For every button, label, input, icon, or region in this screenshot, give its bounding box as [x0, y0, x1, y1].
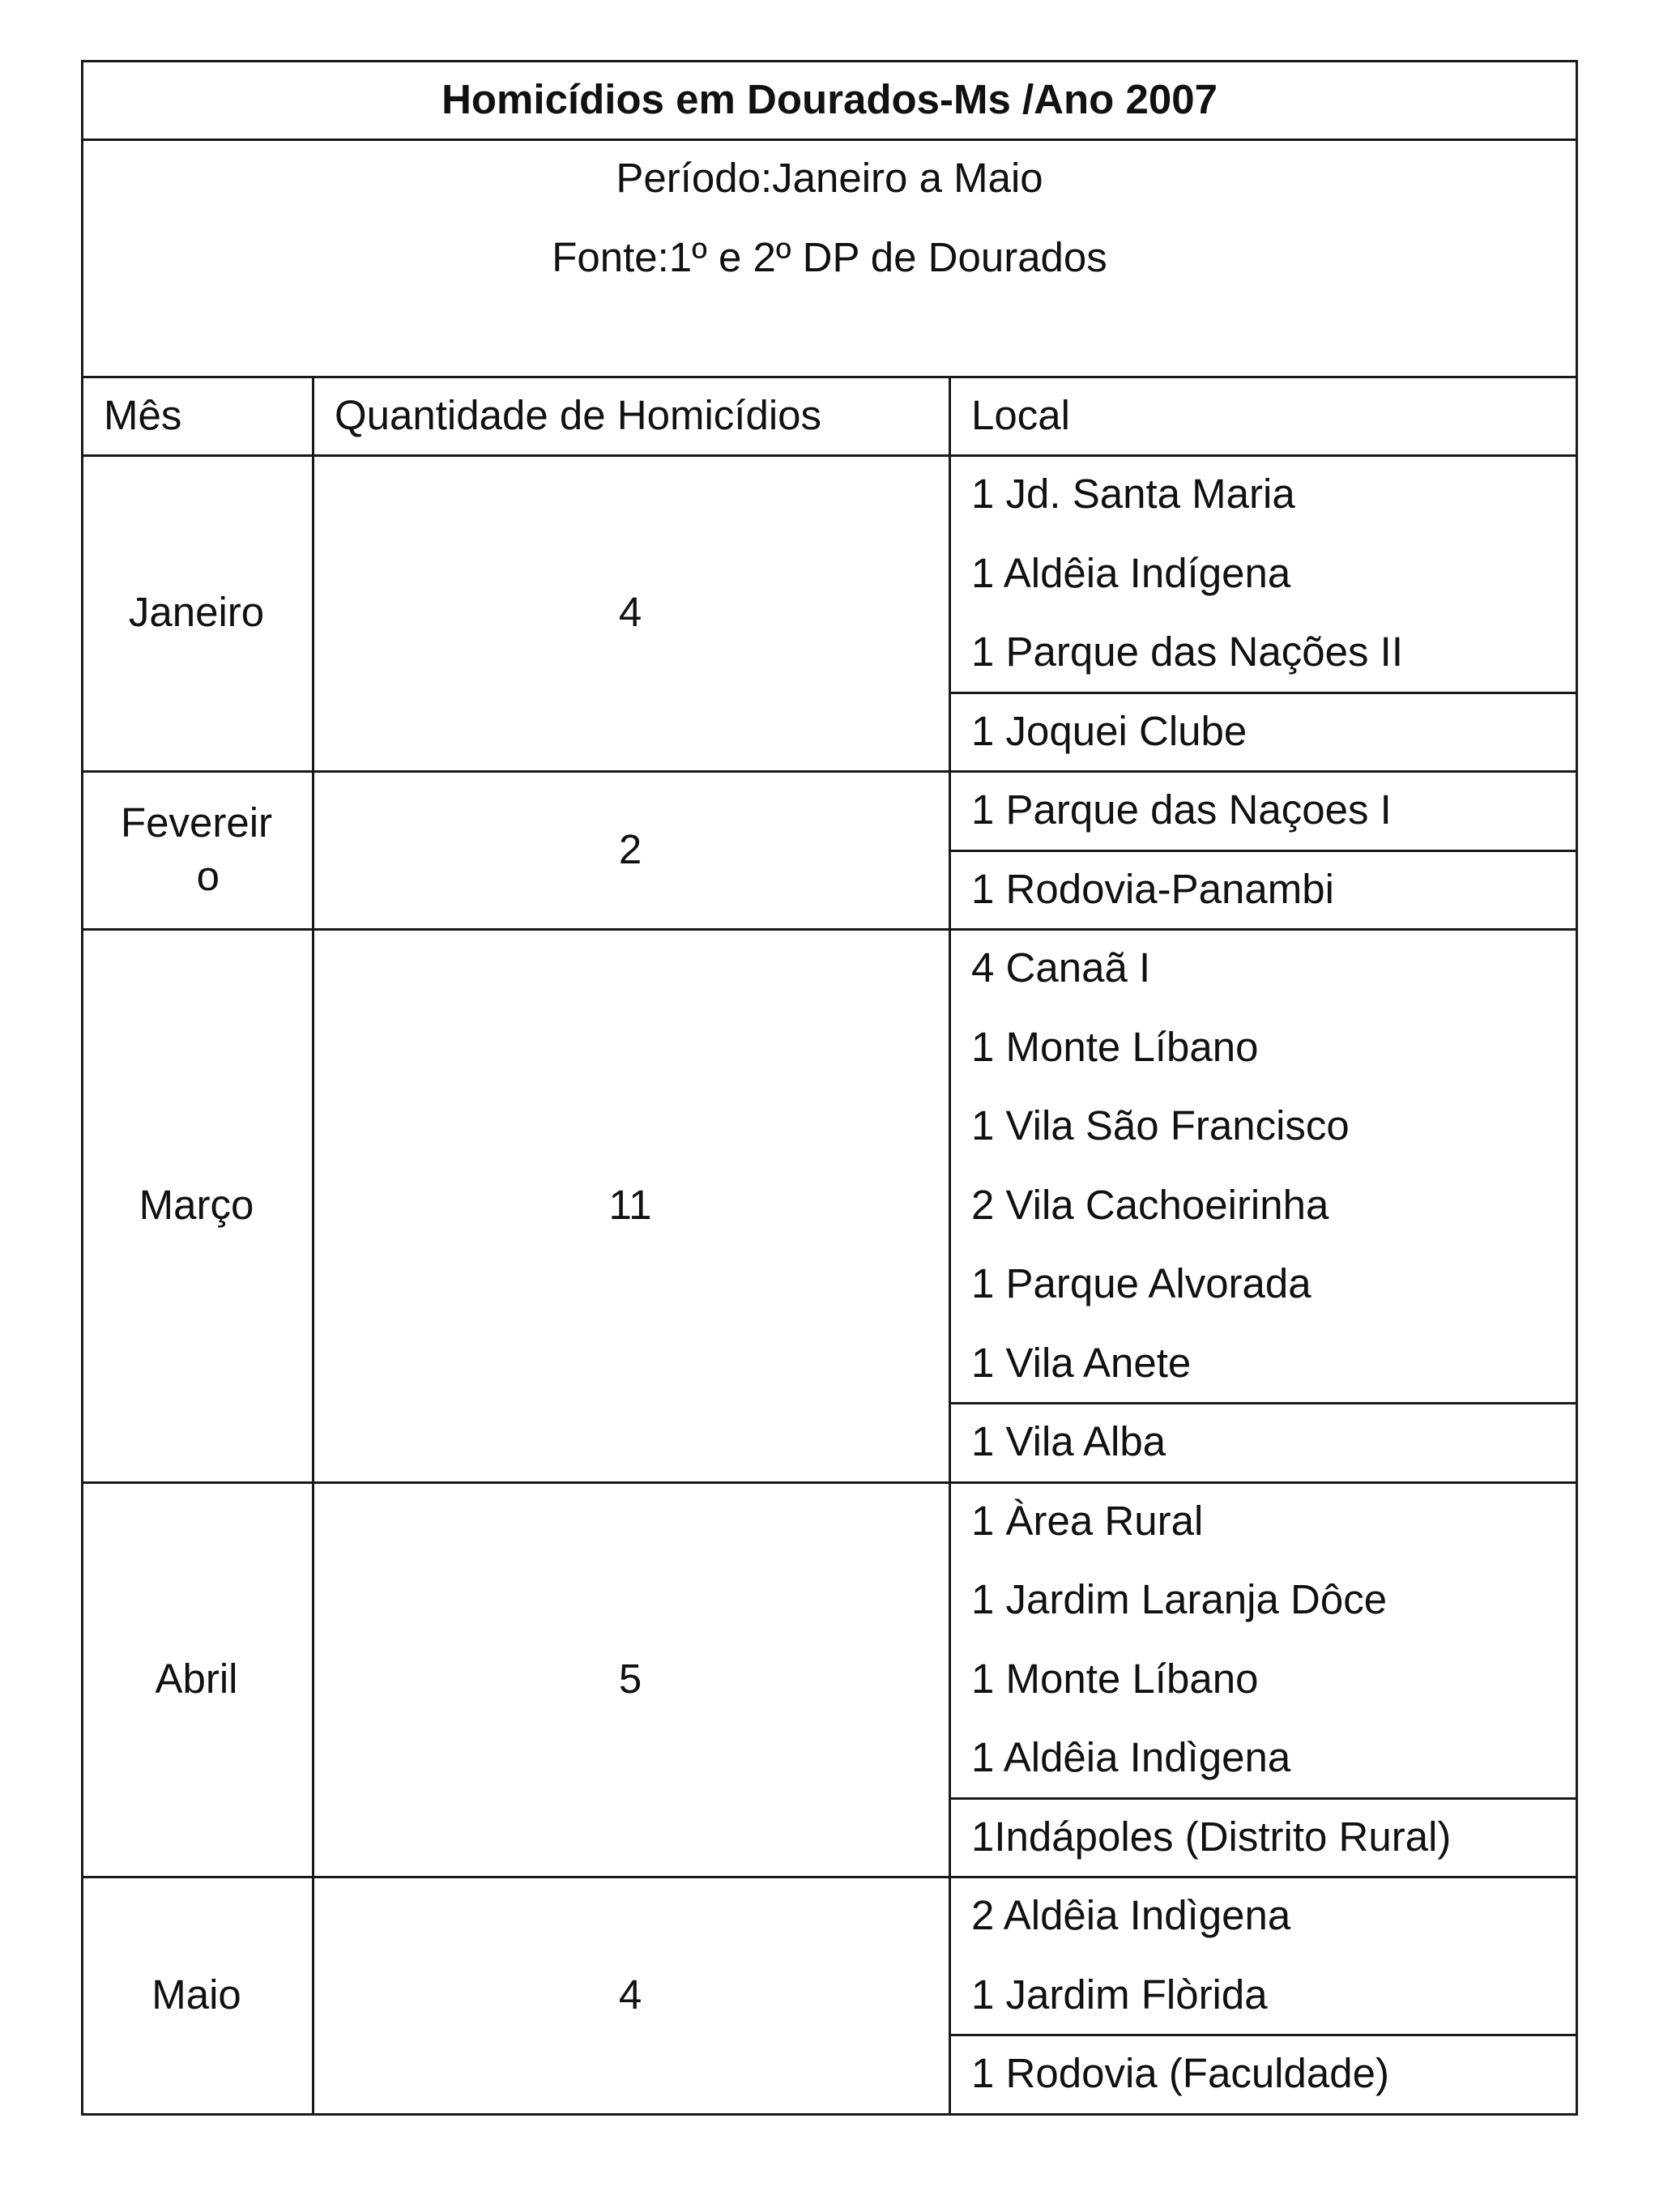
- month-label: Janeiro: [128, 589, 265, 636]
- month-label: o: [196, 852, 220, 899]
- month-label: Abril: [155, 1655, 238, 1702]
- location-item: 1 Jardim Flòrida: [971, 1971, 1268, 2018]
- quantity-value: 2: [618, 825, 642, 872]
- month-row-divider: [81, 928, 1578, 931]
- header-month: Mês: [104, 392, 182, 438]
- period-text: Período:Janeiro a Maio: [616, 155, 1043, 201]
- location-item: 1 Vila Anete: [971, 1339, 1192, 1386]
- location-item: 1 Aldêia Indìgena: [971, 1734, 1291, 1780]
- location-item: 1 Joquei Clube: [971, 707, 1247, 754]
- column-divider-1: [312, 376, 314, 2116]
- month-label: Março: [139, 1181, 254, 1228]
- quantity-value: 4: [618, 589, 642, 636]
- location-item: 1 Àrea Rural: [971, 1497, 1204, 1544]
- quantity-value: 5: [618, 1655, 642, 1702]
- location-item: 1 Aldêia Indígena: [971, 549, 1291, 596]
- quantity-value: 4: [618, 1971, 642, 2018]
- location-item: 1 Rodovia-Panambi: [971, 865, 1334, 912]
- title-divider: [81, 139, 1578, 141]
- table-left-border: [81, 60, 83, 2116]
- location-item: 1 Jardim Laranja Dôce: [971, 1576, 1388, 1622]
- month-label: Fevereir: [120, 799, 273, 846]
- location-item: 1 Parque Alvorada: [971, 1260, 1311, 1306]
- column-divider-2: [949, 376, 951, 2116]
- location-item: 1 Monte Líbano: [971, 1023, 1259, 1070]
- location-item: 1 Vila Alba: [971, 1418, 1166, 1464]
- header-quantity: Quantidade de Homicídios: [335, 392, 822, 438]
- location-item: 1 Jd. Santa Maria: [971, 471, 1295, 517]
- location-item: 4 Canaã I: [971, 944, 1151, 991]
- header-top-divider: [81, 376, 1578, 378]
- header-location: Local: [971, 392, 1070, 438]
- source-text: Fonte:1º e 2º DP de Dourados: [552, 233, 1107, 280]
- quantity-value: 11: [608, 1181, 652, 1228]
- location-item: 1 Vila São Francisco: [971, 1102, 1350, 1149]
- location-item: 1 Rodovia (Faculdade): [971, 2050, 1389, 2096]
- table-top-border: [81, 60, 1578, 62]
- location-item: 1 Parque das Nações II: [971, 629, 1403, 675]
- table-right-border: [1576, 60, 1578, 2116]
- location-item: 1Indápoles (Distrito Rural): [971, 1813, 1452, 1860]
- homicide-table: [81, 60, 1578, 2113]
- location-item: 2 Aldêia Indìgena: [971, 1892, 1291, 1938]
- month-row-divider: [81, 1876, 1578, 1878]
- header-bottom-divider: [81, 454, 1578, 457]
- month-label: Maio: [151, 1971, 241, 2018]
- table-title: Homicídios em Dourados-Ms /Ano 2007: [441, 76, 1218, 122]
- month-row-divider: [81, 1481, 1578, 1484]
- location-item: 2 Vila Cachoeirinha: [971, 1181, 1329, 1228]
- location-item: 1 Parque das Naçoes I: [971, 786, 1392, 833]
- month-row-divider: [81, 2113, 1578, 2116]
- location-item: 1 Monte Líbano: [971, 1655, 1259, 1702]
